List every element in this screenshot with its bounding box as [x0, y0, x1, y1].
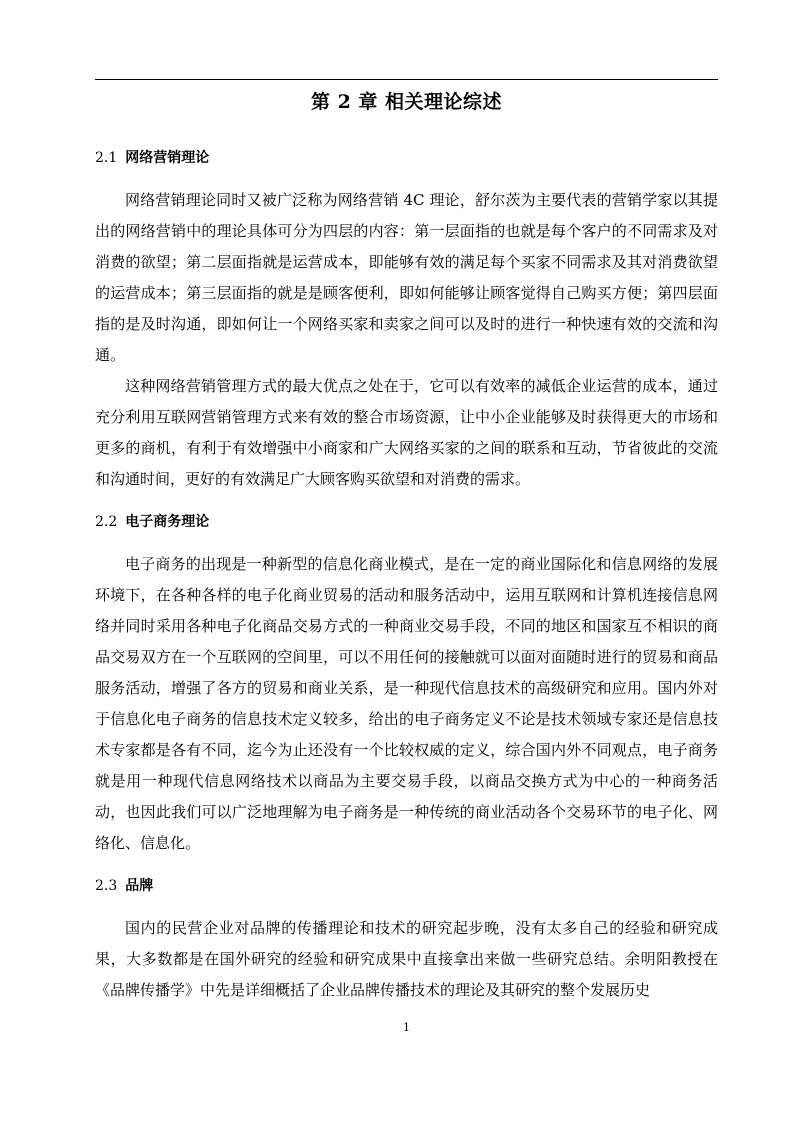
- section-title: 品牌: [125, 878, 154, 894]
- chapter-title: 第 2 章 相关理论综述: [310, 91, 503, 113]
- section-number: 2.1: [95, 150, 118, 166]
- section-heading-2-2: [95, 512, 209, 532]
- section-number: 2.2: [95, 514, 118, 530]
- paragraph: 这种网络营销管理方式的最大优点之处在于，它可以有效率的减低企业运营的成本，通过充分利用互联网营销管理方式来有效的整合市场资源，让中小企业能够及时获得更大的市场和更多的商机，有利于有效增强中小商家和广大网络买家的之间的联系和互动，节省彼此的交流和沟通时间，更好的有效满足广大顾客购买欲望和对消费的需求。: [95, 377, 718, 488]
- section-number: 2.3: [95, 878, 118, 894]
- paragraph: 国内的民营企业对品牌的传播理论和技术的研究起步晚，没有太多自己的经验和研究成果，大多数都是在国外研究的经验和研究成果中直接拿出来做一些研究总结。余明阳教授在《品牌传播学》中先是详细概括了企业品牌传播技术的理论及其研究的整个发展历史: [95, 919, 718, 999]
- section-title: 网络营销理论: [125, 150, 210, 166]
- page-number: 1: [403, 1021, 410, 1034]
- section-heading-2-1: [95, 148, 209, 168]
- section-title: 电子商务理论: [125, 514, 210, 530]
- section-heading-2-3: [95, 876, 153, 896]
- paragraph: 网络营销理论同时又被广泛称为网络营销 4C 理论，舒尔茨为主要代表的营销学家以其提出的网络营销中的理论具体可分为四层的内容：第一层面指的也就是每个客户的不同需求及对消费的欲望；第二层面指就是运营成本，即能够有效的满足每个买家不同需求及其对消费欲望的运营成本；第三层面指的就是是顾客便利，即如何能够让顾客觉得自己购买方便；第四层面指的是及时沟通，即如何让一个网络买家和卖家之间可以及时的进行一种快速有效的交流和沟通。: [95, 191, 718, 364]
- paragraph: 电子商务的出现是一种新型的信息化商业模式，是在一定的商业国际化和信息网络的发展环境下，在各种各样的电子化商业贸易的活动和服务活动中，运用互联网和计算机连接信息网络并同时采用各种电子化商品交易方式的一种商业交易手段，不同的地区和国家互不相识的商品交易双方在一个互联网的空间里，可以不用任何的接触就可以面对面随时进行的贸易和商品服务活动，增强了各方的贸易和商业关系，是一种现代信息技术的高级研究和应用。国内外对于信息化电子商务的信息技术定义较多，给出的电子商务定义不论是技术领域专家还是信息技术专家都是各有不同，迄今为止还没有一个比较权威的定义，综合国内外不同观点，电子商务就是用一种现代信息网络技术以商品为主要交易手段，以商品交换方式为中心的一种商务活动，也因此我们可以广泛地理解为电子商务是一种传统的商业活动各个交易环节的电子化、网络化、信息化。: [95, 555, 718, 852]
- header-rule: [95, 79, 718, 80]
